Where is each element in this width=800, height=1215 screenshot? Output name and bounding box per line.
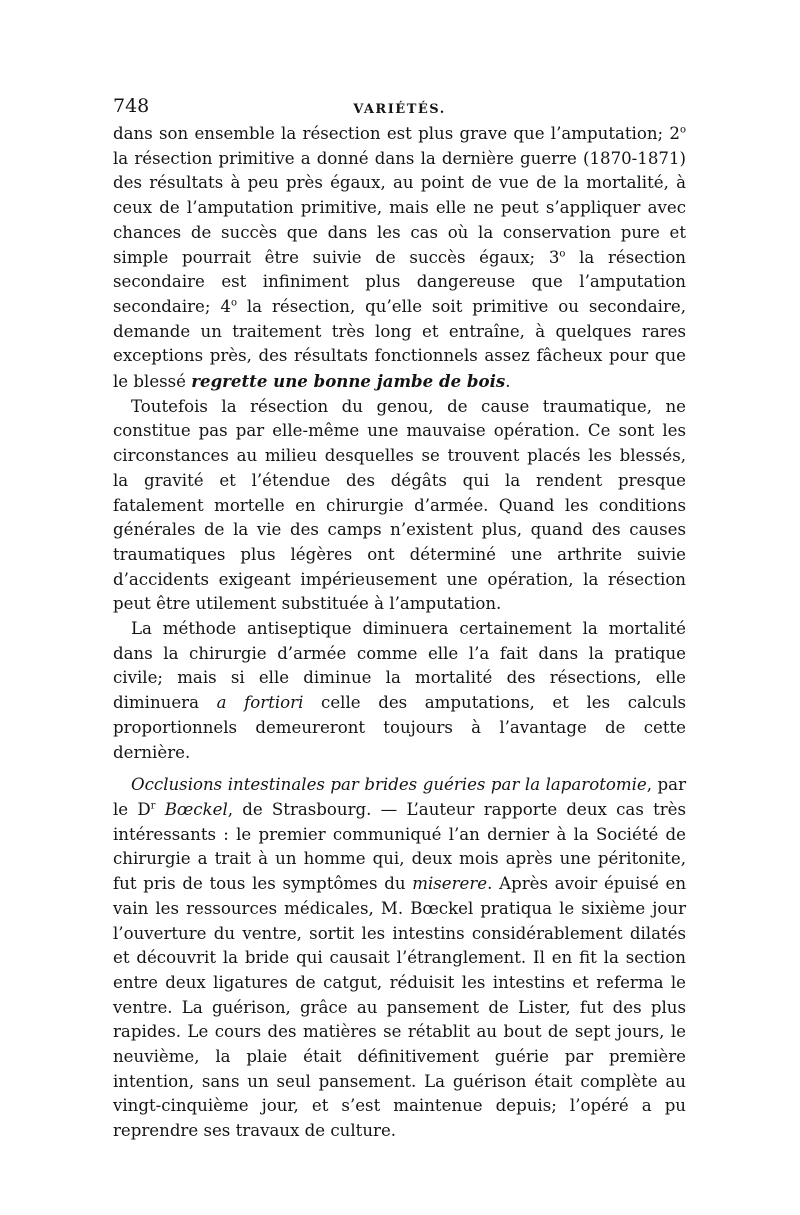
text-segment: la résection secondaire est infiniment plus dangereuse que l’amputation secondaire; bbox=[113, 247, 686, 316]
paragraph-resection-conclusions bbox=[113, 122, 686, 395]
text-segment: la résection primitive a donné dans la dernière guerre (1870-1871) des résultats à peu près égaux, au point de vue de la mortalité, à ceux de l’amputation primitive, mais elle ne peut s’appliquer avec chances de succès que dans les cas où la conservation pure et simple pourrait être suivie de succès égaux; bbox=[113, 148, 686, 267]
ordinal-number: 3 bbox=[548, 247, 560, 267]
text-segment: . Après avoir épuisé en vain les ressources médicales, M. Bœckel pratiqua le sixième jour l’ouverture du ventre, sortit les intestins considérablement dilatés et découvrit la bride qui causait l’étranglement. Il en fit la section entre deux ligatures de catgut, réduisit les intestins et referma le ventre. La guérison, grâce au pansement de Lister, fut des plus rapides. Le cours des matières se rétablit au bout de sept jours, le neuvième, la plaie était définitivement guérie par première intention, sans un seul pansement. La guérison était complète au vingt-cinquième jour, et s’est maintenue depuis; l’opéré a pu reprendre ses travaux de culture. bbox=[113, 874, 686, 1141]
paragraph-antiseptic-method bbox=[113, 617, 686, 765]
ordinal-mark: o bbox=[679, 124, 686, 136]
doctor-abbrev-sup: r bbox=[150, 800, 156, 812]
ordinal-mark: o bbox=[559, 247, 566, 259]
paragraph-intestinal-occlusions bbox=[113, 773, 686, 1144]
text-segment: , par le D bbox=[113, 775, 686, 819]
ordinal-mark: o bbox=[230, 297, 237, 309]
paragraph-knee-resection: Toutefois la résection du genou, de cause traumatique, ne constitue pas par elle-même une mauvaise opération. Ce sont les circonstances au milieu desquelles se trouvent placés les blessés, la gravité et l’étendue des dégâts qui la rendent presque fatalement mortelle en chirurgie d’armée. Quand les conditions générales de la vie des camps n’existent plus, quand des causes traumatiques plus légères ont déterminé une arthrite suivie d’accidents exigeant impérieusement une opération, la résection peut être utilement substituée à l’amputation. bbox=[113, 396, 686, 614]
text-segment: celle des amputations, et les calculs proportionnels demeureront toujours à l’avantage de cette dernière. bbox=[113, 693, 687, 762]
page-number: 748 bbox=[113, 95, 150, 117]
italic-term: miserere bbox=[412, 874, 488, 894]
running-head bbox=[113, 90, 686, 120]
italic-latin-phrase: a fortiori bbox=[216, 693, 304, 713]
text-segment: La méthode antiseptique diminuera certainement la mortalité dans la chirurgie d’armée comme elle l’a fait dans la pratique civile; mais si elle diminue la mortalité des résections, elle diminuera bbox=[113, 619, 686, 713]
text-segment: dans son ensemble la résection est plus grave que l’amputation; bbox=[113, 124, 670, 143]
italic-quote: regrette une bonne jambe de bois bbox=[191, 371, 506, 392]
page bbox=[113, 90, 686, 1144]
author-name: Bœckel bbox=[164, 799, 228, 819]
text-segment: la résection, qu’elle soit primitive ou secondaire, demande un traitement très long et entraîne, à quelques rares exceptions près, des résultats fonctionnels assez fâcheux pour que le blessé bbox=[113, 296, 686, 392]
ordinal-number: 2 bbox=[669, 124, 680, 143]
ordinal-number: 4 bbox=[220, 296, 231, 316]
text-segment: , de Strasbourg. — L’auteur rapporte deux cas très intéressants : le premier communiqué l’an dernier à la Société de chirurgie a trait à un homme qui, deux mois après une péritonite, fut pris de tous les symptômes du bbox=[113, 799, 687, 894]
text-segment: . bbox=[505, 372, 511, 392]
running-title: VARIÉTÉS. bbox=[353, 102, 446, 117]
section-title: Occlusions intestinales par brides guéries par la laparotomie bbox=[131, 775, 647, 795]
